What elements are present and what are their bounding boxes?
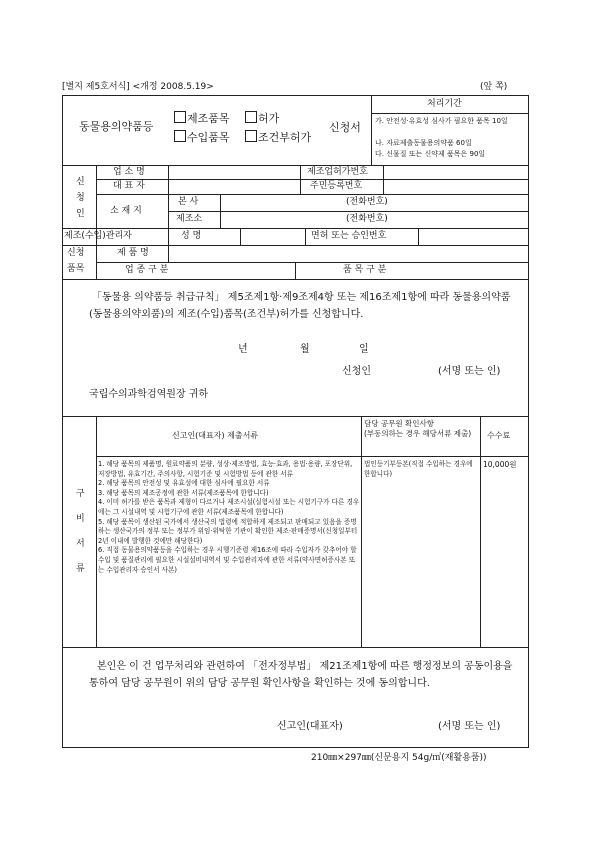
conditional-label: 조건부허가 — [258, 131, 312, 144]
submit-column-header: 신고인(대표자) 제출서류 — [172, 431, 259, 440]
documents-label-1: 구 — [76, 489, 85, 499]
document-item: 2. 해당 품목의 안전성 및 유효성에 대한 심사에 필요한 서류 — [98, 479, 270, 488]
option-conditional[interactable] — [245, 130, 311, 143]
document-item: 1. 해당 품목의 제품명, 원료약품의 분량, 성상·제조방법, 효능·효과, 용법·용량, 포장단위, 저장방법, 유효기간, 주의사항, 시험기준 및 시험방법 등에 관한 서류 — [98, 460, 353, 478]
option-import[interactable] — [174, 130, 230, 143]
document-item: 3. 해당 품목의 제조공정에 관한 서류(제조품목에 한합니다) — [98, 488, 269, 497]
location-label: 소 재 지 — [110, 206, 142, 216]
processing-item-2: 나. 자료제출동물용의약품 60일 — [375, 139, 472, 147]
paper-spec-footer: 210㎜×297㎜(신문용지 54g/㎡(재활용품)) — [311, 753, 487, 763]
representative-label: 대 표 자 — [113, 181, 145, 191]
application-statement: 「동물용 의약품등 취급규칙」 제5조제1항·제9조제4항 또는 제16조제1항에 따라 동물용의약품(동물용의약외품)의 제조(수입)품목(조건부)허가를 신청합니다. — [89, 292, 511, 320]
import-checkbox[interactable] — [174, 130, 186, 142]
page-side-label: (앞 쪽) — [480, 82, 508, 92]
manager-label: 제조(수입)관리자 — [64, 231, 132, 241]
document-item: 4. 이미 허가를 받은 품목과 제형이 다르거나 제조시설(실험시설 또는 시험기구가 다른 경우에는 그 시설내역 및 시험기구에 관한 서류(제조품목에 한합니다) — [98, 498, 360, 516]
category-label: 업 종 구 분 — [125, 265, 169, 275]
processing-label: 처리기간 — [427, 99, 462, 109]
processing-item-1: 가. 안전성·유효성 심사가 필요한 품목 10일 — [375, 117, 508, 125]
document-item: 6. 직접 동물용의약품등을 수입하는 경우 시행기준령 제16조에 따라 수입자가 갖추어야 할 수입 및 품질관리에 필요한 시설설비내역서 및 수입관리자에 관한 서류(약사면허증사본 또는 수입관리자 승인서 사본) — [98, 546, 357, 574]
manufacture-label: 제조품목 — [187, 112, 230, 125]
consent-signer-label: 신고인(대표자) — [277, 721, 343, 732]
manager-license-label: 면허 또는 승인번호 — [311, 231, 387, 241]
date-day: 일 — [359, 344, 369, 355]
applicant-label-2: 청 — [76, 193, 85, 203]
documents-label-3: 서 — [76, 539, 85, 549]
item-class-label: 품 목 구 분 — [343, 265, 387, 275]
resident-number-label: 주민등록번호 — [310, 181, 363, 191]
document-item: 5. 해당 품목이 생산된 국가에서 생산국의 법령에 적합하게 제조되고 판매되고 있음을 증명하는 생산국가의 정부 또는 정부가 위임·위탁한 기관이 확인한 제조·판매증명서(신청일부터 2년 이내에 발행한 것에만 해당한다) — [98, 517, 358, 545]
consent-statement: 본인은 이 건 업무처리와 관련하여 「전자정부법」 제21조제1항에 따른 행정정보의 공동이용을 통하여 담당 공무원이 위의 담당 공무원 확인사항을 확인하는 것에 동의합니다. — [89, 661, 513, 689]
factory-phone: (전화번호) — [346, 214, 388, 224]
fee-column-header: 수수료 — [487, 431, 511, 440]
product-name-label: 제 품 명 — [117, 248, 149, 258]
product-label-2: 품목 — [67, 264, 85, 274]
documents-label-4: 류 — [76, 564, 85, 574]
consent-sign-placeholder: (서명 또는 인) — [438, 721, 501, 732]
import-label: 수입품목 — [187, 131, 230, 144]
conditional-checkbox[interactable] — [245, 130, 257, 142]
verify-item: 법인등기부등본(직접 수입하는 경우에 한합니다) — [364, 460, 473, 478]
verify-column-header: 담당 공무원 확인사항 (부동의하는 경우 해당서류 제출) — [364, 419, 472, 438]
required-documents-list — [98, 460, 360, 575]
permit-checkbox[interactable] — [245, 111, 257, 123]
title-suffix: 신청서 — [329, 121, 361, 134]
business-name-label: 업 소 명 — [113, 167, 145, 177]
date-year: 년 — [238, 344, 248, 355]
title-prefix: 동물용의약품등 — [79, 120, 154, 133]
applicant-sign-placeholder: (서명 또는 인) — [438, 366, 501, 377]
documents-label-2: 비 — [76, 514, 85, 524]
form-number: [별지 제5호서식] <개정 2008.5.19> — [62, 82, 214, 92]
license-number-label: 제조업허가번호 — [307, 167, 368, 177]
option-manufacture[interactable] — [174, 111, 230, 124]
applicant-label-1: 신 — [76, 177, 85, 187]
product-label-1: 신청 — [67, 248, 85, 258]
option-permit[interactable] — [245, 111, 279, 124]
date-month: 월 — [300, 344, 310, 355]
head-office-label: 본 사 — [178, 197, 199, 207]
addressee: 국립수의과학검역원장 귀하 — [89, 389, 209, 400]
manager-name-label: 성 명 — [181, 231, 202, 241]
factory-label: 제조소 — [176, 214, 203, 224]
fee-amount: 10,000원 — [483, 460, 517, 469]
applicant-sign-label: 신청인 — [342, 366, 371, 377]
permit-label: 허가 — [258, 112, 280, 125]
head-office-phone: (전화번호) — [346, 197, 388, 207]
manufacture-checkbox[interactable] — [174, 111, 186, 123]
processing-item-3: 다. 신물질 또는 신약제 품목은 90일 — [375, 150, 486, 158]
applicant-label-3: 인 — [76, 209, 85, 219]
